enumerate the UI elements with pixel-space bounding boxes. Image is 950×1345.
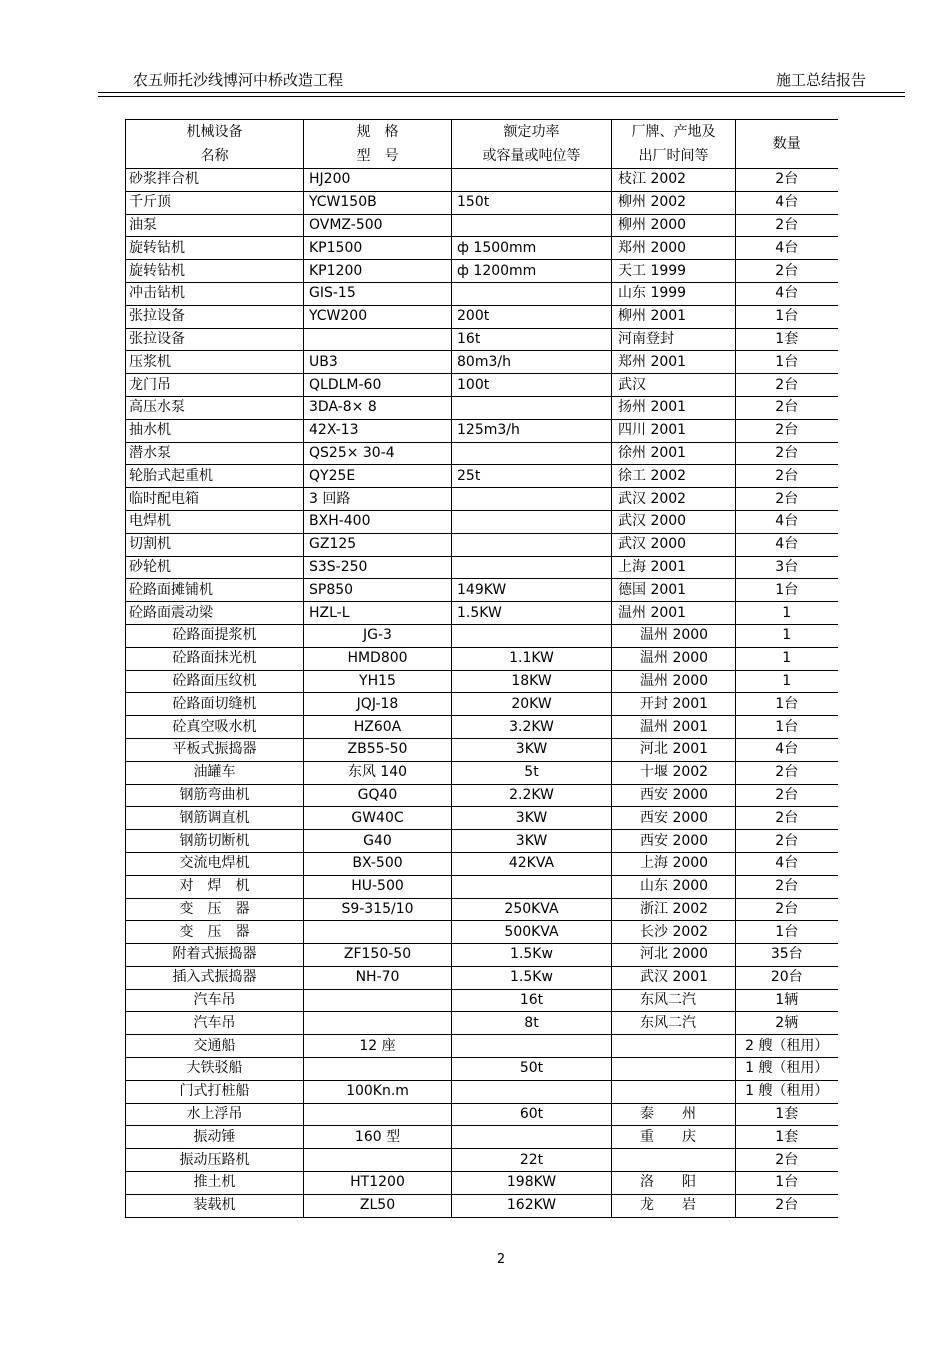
table-row: [126, 944, 838, 967]
cell-model: [304, 1149, 452, 1172]
cell-power: [452, 556, 612, 579]
cell-model: KP1200: [304, 260, 452, 283]
table-row: [126, 647, 838, 670]
cell-power: [452, 875, 612, 898]
cell-model: OVMZ-500: [304, 214, 452, 237]
cell-equipment-name: 变 压 器: [126, 921, 304, 944]
table-row: [126, 875, 838, 898]
cell-power: 80m3/h: [452, 351, 612, 374]
cell-equipment-name: 轮胎式起重机: [126, 465, 304, 488]
cell-power: 2.2KW: [452, 784, 612, 807]
cell-origin: 西安 2000: [612, 807, 736, 830]
cell-power: [452, 282, 612, 305]
header-quantity-line1: 数量: [772, 136, 801, 152]
cell-equipment-name: 装载机: [126, 1194, 304, 1217]
cell-quantity: 1 艘（租用）: [736, 1080, 838, 1103]
cell-power: 8t: [452, 1012, 612, 1035]
table-row: [126, 282, 838, 305]
cell-power: [452, 396, 612, 419]
cell-equipment-name: 钢筋弯曲机: [126, 784, 304, 807]
cell-quantity: 4台: [736, 237, 838, 260]
cell-power: 3KW: [452, 807, 612, 830]
cell-quantity: 1: [736, 624, 838, 647]
header-quantity: [736, 120, 838, 169]
cell-model: ZF150-50: [304, 944, 452, 967]
header-power-line2: 或容量或吨位等: [482, 148, 581, 164]
cell-quantity: 2台: [736, 169, 838, 192]
cell-power: 50t: [452, 1058, 612, 1081]
cell-origin: 温州 2001: [612, 602, 736, 625]
cell-quantity: 2台: [736, 830, 838, 853]
table-header-row: [126, 120, 838, 169]
table-row: [126, 807, 838, 830]
table-row: [126, 693, 838, 716]
cell-origin: 扬州 2001: [612, 396, 736, 419]
cell-quantity: 35台: [736, 944, 838, 967]
cell-power: 100t: [452, 374, 612, 397]
cell-power: 3KW: [452, 738, 612, 761]
table-row: [126, 1012, 838, 1035]
cell-power: 60t: [452, 1103, 612, 1126]
cell-model: [304, 1058, 452, 1081]
cell-equipment-name: 油罐车: [126, 761, 304, 784]
cell-power: [452, 1126, 612, 1149]
cell-model: [304, 1012, 452, 1035]
cell-model: QY25E: [304, 465, 452, 488]
cell-power: [452, 488, 612, 511]
cell-quantity: 1台: [736, 351, 838, 374]
cell-quantity: 4台: [736, 533, 838, 556]
table-row: [126, 260, 838, 283]
cell-origin: 徐州 2001: [612, 442, 736, 465]
table-row: [126, 191, 838, 214]
cell-quantity: 2台: [736, 396, 838, 419]
cell-power: [452, 533, 612, 556]
cell-equipment-name: 砼路面提浆机: [126, 624, 304, 647]
cell-origin: 洛 阳: [612, 1172, 736, 1195]
table-row: [126, 602, 838, 625]
cell-equipment-name: 砼路面震动梁: [126, 602, 304, 625]
cell-power: 16t: [452, 989, 612, 1012]
cell-model: S3S-250: [304, 556, 452, 579]
cell-quantity: 2台: [736, 784, 838, 807]
cell-power: 1.5Kw: [452, 966, 612, 989]
cell-model: 100Kn.m: [304, 1080, 452, 1103]
table-row: [126, 1194, 838, 1217]
cell-model: [304, 921, 452, 944]
cell-model: HZ60A: [304, 716, 452, 739]
cell-quantity: 4台: [736, 282, 838, 305]
table-row: [126, 716, 838, 739]
cell-equipment-name: 电焊机: [126, 510, 304, 533]
cell-model: YH15: [304, 670, 452, 693]
cell-origin: [612, 1058, 736, 1081]
cell-power: 22t: [452, 1149, 612, 1172]
table-row: [126, 533, 838, 556]
cell-origin: 武汉 2002: [612, 488, 736, 511]
cell-quantity: 2辆: [736, 1012, 838, 1035]
table-row: [126, 830, 838, 853]
cell-quantity: 1套: [736, 1126, 838, 1149]
cell-origin: 西安 2000: [612, 830, 736, 853]
header-equipment-name-line1: 机械设备: [186, 124, 243, 140]
cell-equipment-name: 千斤顶: [126, 191, 304, 214]
cell-quantity: 4台: [736, 510, 838, 533]
cell-model: GIS-15: [304, 282, 452, 305]
cell-model: QS25× 30-4: [304, 442, 452, 465]
cell-power: 18KW: [452, 670, 612, 693]
cell-origin: 山东 2000: [612, 875, 736, 898]
cell-origin: 开封 2001: [612, 693, 736, 716]
cell-equipment-name: 汽车吊: [126, 1012, 304, 1035]
table-row: [126, 784, 838, 807]
cell-model: GQ40: [304, 784, 452, 807]
cell-model: G40: [304, 830, 452, 853]
cell-model: YCW150B: [304, 191, 452, 214]
cell-origin: 枝江 2002: [612, 169, 736, 192]
cell-quantity: 4台: [736, 191, 838, 214]
table-row: [126, 328, 838, 351]
table-row: [126, 579, 838, 602]
cell-origin: 徐工 2002: [612, 465, 736, 488]
cell-power: 42KVA: [452, 852, 612, 875]
cell-power: 1.1KW: [452, 647, 612, 670]
table-row: [126, 465, 838, 488]
cell-origin: 武汉 2000: [612, 510, 736, 533]
cell-equipment-name: 交流电焊机: [126, 852, 304, 875]
cell-equipment-name: 潜水泵: [126, 442, 304, 465]
cell-quantity: 1 艘（租用）: [736, 1058, 838, 1081]
cell-origin: 山东 1999: [612, 282, 736, 305]
cell-equipment-name: 砼路面切缝机: [126, 693, 304, 716]
cell-quantity: 20台: [736, 966, 838, 989]
table-row: [126, 670, 838, 693]
cell-model: GZ125: [304, 533, 452, 556]
cell-equipment-name: 变 压 器: [126, 898, 304, 921]
cell-origin: 郑州 2000: [612, 237, 736, 260]
table-row: [126, 1149, 838, 1172]
cell-model: [304, 328, 452, 351]
cell-origin: 重 庆: [612, 1126, 736, 1149]
equipment-table: [125, 119, 838, 1218]
table-row: [126, 921, 838, 944]
cell-equipment-name: 张拉设备: [126, 328, 304, 351]
cell-power: 16t: [452, 328, 612, 351]
cell-quantity: 2台: [736, 260, 838, 283]
cell-power: 200t: [452, 305, 612, 328]
cell-origin: 泰 州: [612, 1103, 736, 1126]
table-row: [126, 761, 838, 784]
cell-equipment-name: 砼路面压纹机: [126, 670, 304, 693]
cell-model: HT1200: [304, 1172, 452, 1195]
cell-origin: 武汉 2001: [612, 966, 736, 989]
cell-quantity: 1: [736, 602, 838, 625]
cell-equipment-name: 大铁驳船: [126, 1058, 304, 1081]
cell-equipment-name: 砼路面抹光机: [126, 647, 304, 670]
header-origin-line2: 出厂时间等: [638, 148, 709, 164]
cell-equipment-name: 砼路面摊铺机: [126, 579, 304, 602]
cell-power: 1.5KW: [452, 602, 612, 625]
cell-origin: 东风二汽: [612, 1012, 736, 1035]
cell-model: NH-70: [304, 966, 452, 989]
cell-quantity: 1台: [736, 921, 838, 944]
cell-power: 150t: [452, 191, 612, 214]
cell-origin: 东风二汽: [612, 989, 736, 1012]
cell-model: YCW200: [304, 305, 452, 328]
table-row: [126, 305, 838, 328]
cell-origin: 温州 2000: [612, 624, 736, 647]
cell-equipment-name: 交通船: [126, 1035, 304, 1058]
cell-origin: 温州 2000: [612, 670, 736, 693]
cell-model: HMD800: [304, 647, 452, 670]
cell-model: [304, 989, 452, 1012]
cell-origin: 武汉: [612, 374, 736, 397]
table-row: [126, 966, 838, 989]
cell-origin: 温州 2001: [612, 716, 736, 739]
cell-model: HU-500: [304, 875, 452, 898]
cell-power: [452, 1080, 612, 1103]
header-origin-line1: 厂牌、产地及: [631, 124, 716, 140]
cell-origin: 上海 2000: [612, 852, 736, 875]
table-row: [126, 396, 838, 419]
cell-model: ZB55-50: [304, 738, 452, 761]
cell-equipment-name: 砼真空吸水机: [126, 716, 304, 739]
cell-quantity: 2台: [736, 1194, 838, 1217]
cell-equipment-name: 振动锤: [126, 1126, 304, 1149]
table-row: [126, 1172, 838, 1195]
cell-quantity: 1台: [736, 716, 838, 739]
cell-equipment-name: 平板式振捣器: [126, 738, 304, 761]
table-row: [126, 738, 838, 761]
cell-quantity: 2台: [736, 898, 838, 921]
cell-origin: 龙 岩: [612, 1194, 736, 1217]
cell-quantity: 2台: [736, 465, 838, 488]
cell-equipment-name: 推土机: [126, 1172, 304, 1195]
cell-origin: 郑州 2001: [612, 351, 736, 374]
table-row: [126, 1058, 838, 1081]
cell-equipment-name: 高压水泵: [126, 396, 304, 419]
cell-model: [304, 1103, 452, 1126]
cell-power: [452, 214, 612, 237]
table-row: [126, 488, 838, 511]
table-row: [126, 852, 838, 875]
cell-origin: 浙江 2002: [612, 898, 736, 921]
cell-origin: 长沙 2002: [612, 921, 736, 944]
cell-power: ф 1200mm: [452, 260, 612, 283]
cell-model: 3DA-8× 8: [304, 396, 452, 419]
cell-power: 1.5Kw: [452, 944, 612, 967]
cell-origin: 温州 2000: [612, 647, 736, 670]
cell-equipment-name: 油泵: [126, 214, 304, 237]
table-row: [126, 556, 838, 579]
cell-equipment-name: 钢筋切断机: [126, 830, 304, 853]
cell-quantity: 1台: [736, 693, 838, 716]
cell-power: [452, 442, 612, 465]
cell-model: JQJ-18: [304, 693, 452, 716]
table-row: [126, 1103, 838, 1126]
table-row: [126, 169, 838, 192]
cell-origin: 柳州 2000: [612, 214, 736, 237]
cell-quantity: 1: [736, 670, 838, 693]
cell-quantity: 2台: [736, 807, 838, 830]
table-row: [126, 510, 838, 533]
cell-origin: [612, 1149, 736, 1172]
table-row: [126, 1080, 838, 1103]
header-origin: [612, 120, 736, 169]
cell-origin: [612, 1035, 736, 1058]
cell-model: 东风 140: [304, 761, 452, 784]
table-row: [126, 214, 838, 237]
cell-origin: 河北 2001: [612, 738, 736, 761]
cell-origin: 十堰 2002: [612, 761, 736, 784]
cell-model: BXH-400: [304, 510, 452, 533]
cell-origin: 河南登封: [612, 328, 736, 351]
header-model-line2: 型 号: [356, 148, 399, 164]
cell-quantity: 3台: [736, 556, 838, 579]
table-row: [126, 624, 838, 647]
header-rule-thin: [98, 96, 905, 97]
cell-quantity: 1辆: [736, 989, 838, 1012]
cell-power: [452, 169, 612, 192]
cell-model: QLDLM-60: [304, 374, 452, 397]
cell-equipment-name: 水上浮吊: [126, 1103, 304, 1126]
cell-power: 149KW: [452, 579, 612, 602]
header-project-title: 农五师托沙线博河中桥改造工程: [133, 71, 344, 89]
cell-equipment-name: 冲击钻机: [126, 282, 304, 305]
cell-equipment-name: 钢筋调直机: [126, 807, 304, 830]
cell-power: 3.2KW: [452, 716, 612, 739]
cell-equipment-name: 砂浆拌合机: [126, 169, 304, 192]
cell-quantity: 2台: [736, 761, 838, 784]
cell-power: 25t: [452, 465, 612, 488]
cell-quantity: 1: [736, 647, 838, 670]
cell-equipment-name: 临时配电箱: [126, 488, 304, 511]
cell-origin: 柳州 2002: [612, 191, 736, 214]
cell-equipment-name: 旋转钻机: [126, 260, 304, 283]
header-power-line1: 额定功率: [503, 124, 560, 140]
table-row: [126, 237, 838, 260]
cell-equipment-name: 插入式振捣器: [126, 966, 304, 989]
cell-quantity: 2 艘（租用）: [736, 1035, 838, 1058]
cell-model: JG-3: [304, 624, 452, 647]
cell-model: HJ200: [304, 169, 452, 192]
header-report-title: 施工总结报告: [775, 71, 866, 89]
header-equipment-name: [126, 120, 304, 169]
cell-power: ф 1500mm: [452, 237, 612, 260]
cell-origin: 武汉 2000: [612, 533, 736, 556]
header-model: [304, 120, 452, 169]
cell-origin: 上海 2001: [612, 556, 736, 579]
cell-quantity: 2台: [736, 875, 838, 898]
cell-equipment-name: 张拉设备: [126, 305, 304, 328]
cell-origin: [612, 1080, 736, 1103]
cell-quantity: 1台: [736, 1172, 838, 1195]
cell-equipment-name: 门式打桩船: [126, 1080, 304, 1103]
cell-power: 5t: [452, 761, 612, 784]
cell-model: 3 回路: [304, 488, 452, 511]
cell-power: 250KVA: [452, 898, 612, 921]
cell-power: 125m3/h: [452, 419, 612, 442]
cell-equipment-name: 附着式振捣器: [126, 944, 304, 967]
table-row: [126, 1035, 838, 1058]
cell-power: [452, 624, 612, 647]
cell-equipment-name: 振动压路机: [126, 1149, 304, 1172]
table-row: [126, 1126, 838, 1149]
cell-origin: 柳州 2001: [612, 305, 736, 328]
cell-quantity: 2台: [736, 1149, 838, 1172]
header-equipment-name-line2: 名称: [200, 148, 229, 164]
header-power: [452, 120, 612, 169]
cell-power: 198KW: [452, 1172, 612, 1195]
cell-power: [452, 510, 612, 533]
cell-model: SP850: [304, 579, 452, 602]
cell-equipment-name: 汽车吊: [126, 989, 304, 1012]
cell-quantity: 2台: [736, 214, 838, 237]
cell-origin: 四川 2001: [612, 419, 736, 442]
cell-quantity: 1台: [736, 579, 838, 602]
cell-equipment-name: 龙门吊: [126, 374, 304, 397]
cell-model: 42X-13: [304, 419, 452, 442]
table-row: [126, 419, 838, 442]
cell-model: HZL-L: [304, 602, 452, 625]
table-row: [126, 442, 838, 465]
cell-equipment-name: 压浆机: [126, 351, 304, 374]
cell-origin: 河北 2000: [612, 944, 736, 967]
cell-quantity: 2台: [736, 419, 838, 442]
cell-origin: 德国 2001: [612, 579, 736, 602]
cell-model: 160 型: [304, 1126, 452, 1149]
cell-power: 20KW: [452, 693, 612, 716]
cell-origin: 西安 2000: [612, 784, 736, 807]
table-row: [126, 898, 838, 921]
cell-model: KP1500: [304, 237, 452, 260]
cell-origin: 天工 1999: [612, 260, 736, 283]
cell-equipment-name: 对 焊 机: [126, 875, 304, 898]
cell-equipment-name: 抽水机: [126, 419, 304, 442]
cell-equipment-name: 切割机: [126, 533, 304, 556]
table-row: [126, 351, 838, 374]
table-row: [126, 374, 838, 397]
header-model-line1: 规 格: [356, 124, 399, 140]
cell-power: 3KW: [452, 830, 612, 853]
cell-quantity: 2台: [736, 488, 838, 511]
cell-quantity: 2台: [736, 442, 838, 465]
cell-model: ZL50: [304, 1194, 452, 1217]
cell-power: 162KW: [452, 1194, 612, 1217]
cell-model: BX-500: [304, 852, 452, 875]
cell-quantity: 4台: [736, 852, 838, 875]
cell-power: 500KVA: [452, 921, 612, 944]
table-row: [126, 989, 838, 1012]
cell-quantity: 4台: [736, 738, 838, 761]
cell-model: S9-315/10: [304, 898, 452, 921]
cell-power: [452, 1035, 612, 1058]
cell-quantity: 1台: [736, 305, 838, 328]
cell-quantity: 1套: [736, 328, 838, 351]
cell-equipment-name: 砂轮机: [126, 556, 304, 579]
cell-quantity: 1套: [736, 1103, 838, 1126]
header-rule: [98, 92, 905, 93]
cell-model: 12 座: [304, 1035, 452, 1058]
page-number: 2: [496, 1252, 506, 1267]
cell-equipment-name: 旋转钻机: [126, 237, 304, 260]
cell-model: UB3: [304, 351, 452, 374]
cell-quantity: 2台: [736, 374, 838, 397]
cell-model: GW40C: [304, 807, 452, 830]
